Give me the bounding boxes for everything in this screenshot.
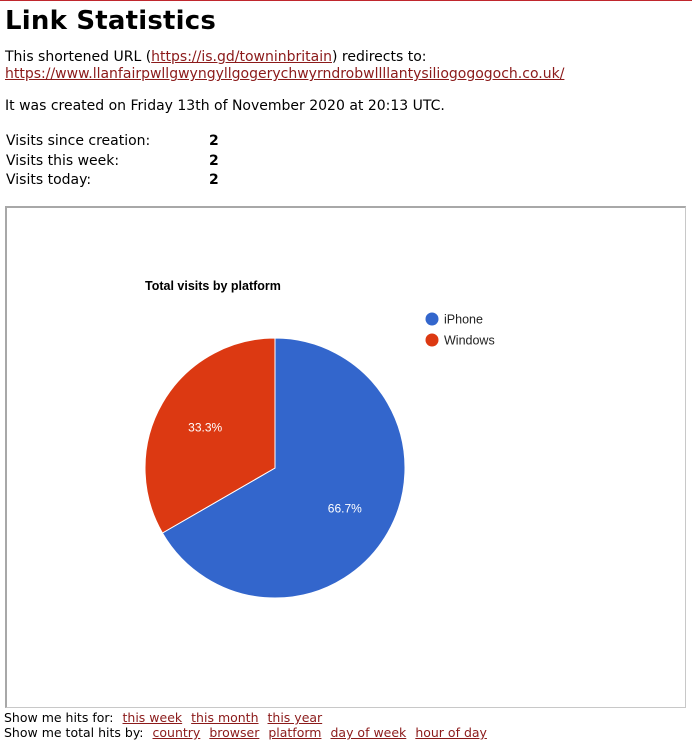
legend-swatch-iphone (426, 313, 439, 326)
target-url-link[interactable]: https://www.llanfairpwllgwyngyllgogerychwyrndrobwllllantysiliogogogoch.co.uk/ (5, 66, 565, 82)
stat-label: Visits this week: (6, 152, 120, 169)
hits-by-hour-of-day-link[interactable]: hour of day (415, 725, 487, 740)
pie-chart (7, 208, 686, 708)
stat-row (6, 171, 219, 191)
legend-label-windows: Windows (444, 333, 495, 348)
stat-value: 2 (209, 133, 219, 149)
stat-label: Visits since creation: (6, 133, 151, 149)
legend-label-iphone: iPhone (444, 312, 483, 327)
total-hits-line (4, 725, 487, 740)
chart-legend (426, 313, 495, 348)
page-title: Link Statistics (5, 6, 217, 36)
hits-by-country-link[interactable]: country (152, 725, 201, 740)
hits-for-line (4, 710, 322, 725)
stat-value: 2 (209, 152, 219, 169)
slice-label-iphone: 66.7% (327, 501, 362, 516)
created-text: It was created on Friday 13th of November 2020 at 20:13 UTC. (5, 98, 445, 114)
slice-label-windows: 33.3% (188, 420, 223, 435)
short-url-link[interactable]: https://is.gd/towninbritain (151, 49, 332, 65)
intro-suffix: ) redirects to: (331, 49, 427, 65)
intro-prefix: This shortened URL ( (5, 49, 152, 65)
hits-for-label: Show me hits for: (4, 710, 114, 725)
stat-label: Visits today: (6, 172, 92, 188)
target-url-line (5, 66, 564, 83)
hits-by-browser-link[interactable]: browser (209, 725, 260, 740)
top-rule (0, 0, 692, 1)
total-hits-label: Show me total hits by: (4, 725, 144, 740)
hits-this-year-link[interactable]: this year (267, 710, 323, 725)
intro-line (5, 49, 427, 66)
hits-by-platform-link[interactable]: platform (268, 725, 322, 740)
hits-by-day-of-week-link[interactable]: day of week (330, 725, 407, 740)
stat-row (6, 132, 219, 152)
stats-table (6, 132, 219, 191)
stat-row (6, 152, 219, 172)
chart-title: Total visits by platform (145, 279, 281, 293)
hits-this-month-link[interactable]: this month (191, 710, 259, 725)
pie-slices (145, 338, 405, 598)
legend-swatch-windows (426, 334, 439, 347)
hits-this-week-link[interactable]: this week (122, 710, 183, 725)
chart-frame (5, 206, 686, 708)
stat-value: 2 (209, 172, 219, 188)
